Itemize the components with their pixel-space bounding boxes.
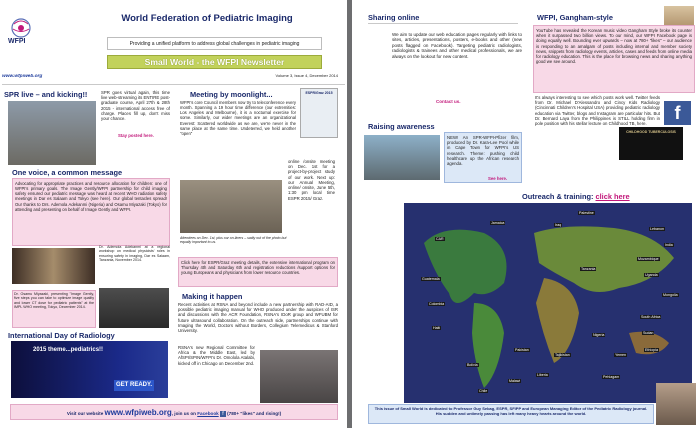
place-uganda: Uganda bbox=[645, 273, 658, 277]
one-voice-heading: One voice, a common message bbox=[12, 168, 123, 177]
place-car: CAR bbox=[436, 237, 444, 241]
tb-lecture-image[interactable] bbox=[619, 127, 683, 160]
sharing-heading: Sharing online bbox=[368, 13, 420, 22]
awareness-video[interactable] bbox=[364, 135, 440, 180]
spr-image bbox=[8, 101, 96, 165]
sebag-photo bbox=[656, 383, 696, 425]
footer-url[interactable]: www.wfpiweb.org bbox=[104, 408, 172, 417]
place-haiti: Haiti bbox=[433, 326, 441, 330]
spr-heading: SPR live – and kicking!! bbox=[4, 90, 88, 99]
happen-p1: Recent activities at RSNA and beyond include a new partnership with RAD-AID, a possible pediatric imaging manual for WHO produced under the auspices of ISR and discussions with the ACR Foundation, RSNA's IDoR group and WFUBM for future ultrasound collaboration. On the outreach side, partnerships continue with Imaging the World, Doctors without Borders, Collegium Telemedicus & Stanford University. bbox=[178, 302, 338, 334]
idor-theme: 2015 theme...pediatrics!! bbox=[33, 347, 104, 353]
miyazaki-caption: Dr. Osamu Miyazaki, presenting "Image Gently, five steps you can take to optimize image quality and lower CT dose for pediatric patients" at the IMPL WHO meeting, Tokyo, December 2014. bbox=[12, 290, 96, 328]
espr-graz-image bbox=[300, 88, 338, 138]
site-url[interactable]: www.wfpiweb.org bbox=[2, 74, 43, 79]
adekanmi-caption: Dr. Ademola Adekanmi at a regional workshop on medical physicists' roles in ensuring safety in imaging, Dar es Salaam, Tanzania, November 2014. bbox=[99, 245, 170, 263]
espr-label: ESPR/Graz 2015 bbox=[305, 91, 333, 95]
gangnam-p1: YouTube has revealed the Korean music video Gangham Style broke its counter when it surpassed two billion views. To our mind, our WFPI Facebook page is doing equally well. Bounding ever upwards – now at 780+ "likes" – our audience is responding to an amalgam of posts including internal and member society news, snippets from radiology events, articles, cases and feeds from online media for radiology education. This is the place for browsing news and sharing anything good we see around. bbox=[533, 25, 695, 93]
get-ready-badge: GET READY. bbox=[114, 380, 154, 391]
miyazaki-photo bbox=[99, 288, 169, 328]
divider bbox=[2, 84, 345, 85]
sharing-link[interactable]: Contact us. bbox=[436, 99, 461, 104]
moonlight-heading: Meeting by moonlight... bbox=[190, 90, 273, 99]
issue-info: Volume 3, Issue 4, December 2014 bbox=[275, 74, 338, 78]
place-jamaica: Jamaica bbox=[491, 221, 505, 225]
place-lebanon: Lebanon bbox=[650, 227, 664, 231]
logo-text: WFPI bbox=[8, 38, 26, 45]
footer-bar bbox=[10, 404, 338, 420]
footer-likes: (780+ "likes" and rising!) bbox=[227, 411, 282, 416]
attendees-photo-2 bbox=[180, 180, 282, 233]
dedication-text: This issue of Small World is dedicated to Professor Guy Sebag, ESPR, SFIPP and European Managing Editor of the Pediatric Radiology journal. His sudden and untimely passing has left many heavy hearts around the world. bbox=[374, 406, 648, 417]
awareness-heading: Raising awareness bbox=[368, 122, 435, 131]
place-chile: Chile bbox=[479, 389, 488, 393]
place-palestine: Palestine bbox=[579, 211, 594, 215]
place-yemen: Yemen bbox=[615, 353, 627, 357]
place-guatemala: Guatemala bbox=[422, 277, 440, 281]
outreach-heading: Outreach & training: bbox=[522, 192, 594, 201]
sharing-body: We aim to update our web education pages regularly with links to sites, articles, presentations, posters, e-books and other (new posts flagged on Facebook). Targeting pediatric radiologists, radiologists & trainees and other medical professionals, we are always on the lookout for new content. bbox=[392, 32, 522, 59]
place-liberia: Liberia bbox=[537, 373, 548, 377]
divider bbox=[368, 23, 518, 24]
dedication-box bbox=[368, 404, 654, 424]
tb-badge-text: CHILDHOOD TUBERCULOSIS bbox=[626, 130, 676, 134]
happen-heading: Making it happen bbox=[182, 292, 243, 301]
awareness-link[interactable]: See here. bbox=[488, 176, 508, 181]
awareness-body: NEW! An SPR-WFPI-Pfizer film, produced by Dr. Kara-Lee Pool while in Cape Town for WFPI's US research. Theme: pushing child healthcare up the African research agenda. bbox=[444, 132, 522, 183]
outreach-link[interactable]: click here bbox=[595, 192, 630, 201]
place-tajikistan: Tajikistan bbox=[555, 353, 570, 357]
footer-join: , join us on bbox=[171, 411, 196, 416]
place-bolivia: Bolivia bbox=[467, 363, 478, 367]
idor-heading: International Day of Radiology bbox=[8, 331, 115, 340]
logo bbox=[4, 14, 38, 48]
newsletter-banner bbox=[107, 55, 322, 69]
idor-banner bbox=[11, 341, 168, 398]
place-mozambique: Mozambique bbox=[638, 257, 659, 261]
moonlight-p2: online /onsite meeting on Dec. 1st for a project-by-project study of our work. Next up: our Annual Meeting, online/ onsite, June 5th, 1:30 pm local time ESPR 2015/ Graz. bbox=[288, 159, 335, 201]
place-south-africa: South Africa bbox=[641, 315, 661, 319]
happen-p2: RSNA's new Regional Committee for Africa & the Middle East, led by AfSPI/SPIN/WFPI's Dr. Omolola Atalabi, kicked off in Chicago on December 2nd. bbox=[178, 345, 255, 366]
footer-text: Visit our website bbox=[66, 411, 104, 416]
place-iraq: Iraq bbox=[555, 223, 562, 227]
left-page bbox=[0, 0, 347, 428]
footer-facebook[interactable]: Facebook bbox=[197, 411, 219, 416]
place-ethiopia: Ethiopia bbox=[645, 348, 658, 352]
gangnam-image bbox=[664, 6, 694, 26]
spr-body: SPR goes virtual again, this time live web-streaming its ENTIRE post-graduate course, April 27th & 28th 2015 - international access free of charge. Places fill up, don't miss your chance. bbox=[101, 90, 170, 122]
adekanmi-photo bbox=[12, 248, 95, 284]
place-malawi: Malawi bbox=[509, 379, 521, 383]
facebook-icon[interactable]: f bbox=[664, 101, 691, 125]
place-pakistan: Pakistan bbox=[515, 348, 529, 352]
outreach-map bbox=[404, 203, 692, 403]
newsletter-title: Small World - the WFPI Newsletter bbox=[144, 57, 285, 67]
gangnam-p2: It's always interesting to see which posts work well. Twitter feeds from Dr. Michael D'Alessandro and Cincy Kids Radiology (Cincinnati Children's Hospital USA) providing pediatric radiology education via Twitter, blogs and Instagram are particular hits. But Dr. Bernard Laya from the Philippines is STILL holding firm in pole position with his stellar lecture on Childhood TB, here. bbox=[535, 95, 660, 127]
africa-committee-photo bbox=[260, 350, 338, 403]
spr-link[interactable]: Stay posted here. bbox=[118, 133, 154, 138]
place-india: India bbox=[665, 243, 673, 247]
attendees-caption: Attendees on Dec. 1st, plus our on-liners – sadly out of the photo but equally important to us. bbox=[180, 236, 287, 245]
place-mongolia: Mongolia bbox=[663, 293, 678, 297]
facebook-icon: f bbox=[220, 411, 226, 417]
place-sudan: Sudan bbox=[643, 331, 654, 335]
gangnam-heading: WFPI, Gangham-style bbox=[537, 13, 613, 22]
espr-callout[interactable]: Click here for ESPR/Graz meeting details, the extensive international program on Thursday 4th and Saturday 6th and registration reductions /support options for young Europeans and physicians from lower resource countries. bbox=[178, 257, 338, 287]
right-page bbox=[352, 0, 700, 428]
outreach-heading-row bbox=[522, 192, 692, 201]
place-pehlagam: Pehlagam bbox=[603, 375, 620, 379]
place-nigeria: Nigeria bbox=[593, 333, 605, 337]
place-tanzania: Tanzania bbox=[581, 267, 596, 271]
tagline: Providing a unified platform to address global challenges in pediatric imaging bbox=[107, 37, 322, 50]
place-colombia: Colombia bbox=[429, 302, 445, 306]
moonlight-p1: WFPI's core Council members now try to teleconference every month. Spanning a 19 hour time difference (our extremities: Los Angeles and Melbourne), it is a nocturnal exercise for some. Similarly, our wider meetings are an organizational Everest: Scattered worldwide as we are, we're never in the same place at the same time. Undeterred, we held another "open" bbox=[180, 100, 296, 136]
page-title: World Federation of Pediatric Imaging bbox=[121, 13, 293, 24]
one-voice-body: Advocating for appropriate practices and resource allocation for children: one of WFPI's primary goals. The Image Gently/WFPI partnership for child imaging safety ensured our pediatric message was heard at recent WHO radiation safety meetings in Dar es Salaam and Tokyo (see here). Our global tentacles spread! Our thanks to Drs. Ademola Adekanmi (Nigeria) and Osamu Miyazaki (Tokyo) for attending and presenting on behalf of Image Gently and WFPI. bbox=[12, 178, 170, 246]
